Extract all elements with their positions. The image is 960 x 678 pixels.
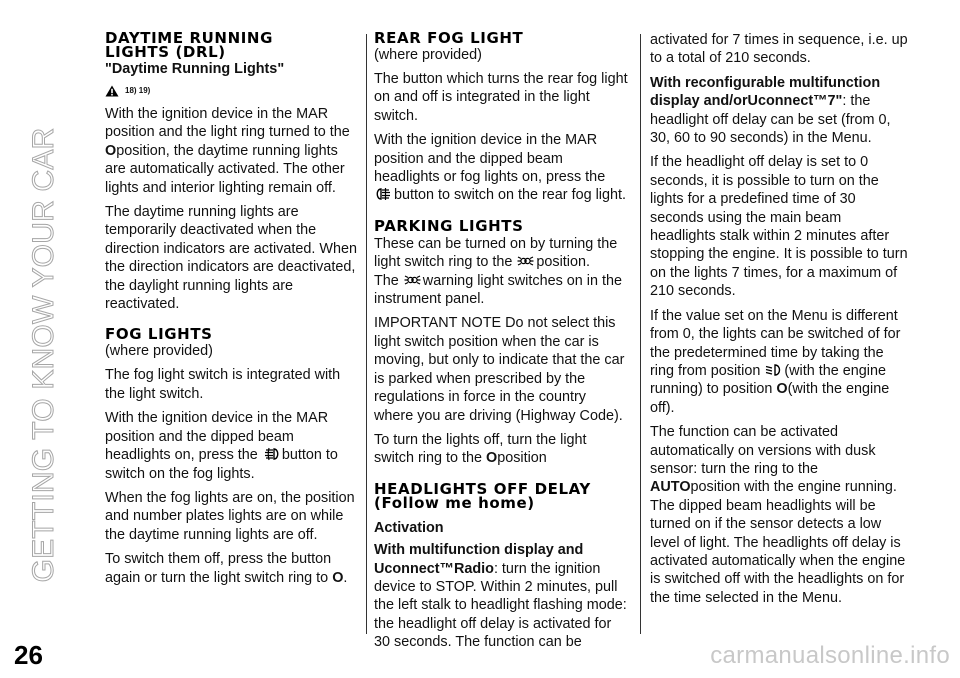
parking-lights-icon <box>517 254 534 268</box>
warning-refs: 18) 19) <box>125 85 151 95</box>
fog-paragraph-1: The fog light switch is integrated with the light switch. <box>105 367 341 402</box>
column-3 <box>650 31 910 607</box>
dipped-beam-icon <box>765 363 782 377</box>
follow-me-home-heading <box>374 479 628 512</box>
parking-paragraph-4: To turn the lights off, turn the light switch ring to the Oposition <box>374 431 587 467</box>
rear-fog-subtitle: (where provided) <box>374 47 482 63</box>
fog-heading: FOG LIGHTS <box>105 325 213 344</box>
watermark: carmanualsonline.info <box>710 642 950 669</box>
activation-label: Activation <box>374 519 444 536</box>
column-1 <box>105 31 357 587</box>
column3-paragraph-5: The function can be activated automatically on versions with dusk sensor: turn the ring to the AUTOposition with the engine running. The dipped beam headlights will be turned on if the sensor detects a low level of light. The headlights off delay is activated automatically when the engine is switched off with the headlights on for the time selected in the Menu. <box>650 424 906 606</box>
section-side-tab: GETTING TO KNOW YOUR CAR <box>27 127 60 583</box>
fog-paragraph-3: When the fog lights are on, the position and number plates lights are on while the daytime running lights are off. <box>105 489 355 543</box>
parking-paragraph-2: The warning light switches on in the instrument panel. <box>374 272 622 308</box>
drl-heading-line2: LIGHTS (DRL) <box>105 43 226 61</box>
column3-paragraph-4: If the value set on the Menu is different from 0, the lights can be switched of for the predetermined time by taking the ring from position (with the engine running) to position O(with the engine off). <box>650 307 901 416</box>
column-2 <box>374 31 628 652</box>
follow-me-home-paragraph-1: With multifunction display and Uconnect™Radio: turn the ignition device to STOP. Within 2 minutes, pull the left stalk to headlight flashing mode: the headlight off delay is activated for 30 seconds. The function can be <box>374 542 627 651</box>
drl-heading-line1: DAYTIME RUNNING <box>105 29 273 47</box>
parking-paragraph-1: These can be turned on by turning the light switch ring to the position. <box>374 235 618 271</box>
follow-me-home-heading-line1: HEADLIGHTS OFF DELAY <box>374 479 591 498</box>
warning-reference <box>105 83 357 99</box>
warning-triangle-icon <box>105 85 119 97</box>
rear-fog-paragraph-1: The button which turns the rear fog light on and off is integrated in the light switch. <box>374 71 628 124</box>
fog-paragraph-4: To switch them off, press the button again or turn the light switch ring to O. <box>105 551 348 586</box>
page-number: 26 <box>14 640 43 670</box>
rear-fog-heading: REAR FOG LIGHT <box>374 29 524 47</box>
column3-paragraph-2: With reconfigurable multifunction display and/orUconnect™7": the headlight off delay can be set (from 0, 30, 60 to 90 seconds) in the Menu. <box>650 74 891 147</box>
follow-me-home-heading-line2: (Follow me home) <box>374 493 535 512</box>
fog-subtitle: (where provided) <box>105 343 213 360</box>
column3-paragraph-3: If the headlight off delay is set to 0 seconds, it is possible to turn on the lights for a predefined time of 30 seconds using the main beam headlights stalk within 2 minutes after stopping the engine. It is possible to turn on the lights 7 times, for a maximum of 210 seconds. <box>650 154 908 300</box>
front-fog-light-icon <box>263 447 280 461</box>
fog-paragraph-2: With the ignition device in the MAR position and the dipped beam headlights on, press the button to switch on the fog lights. <box>105 410 338 482</box>
rear-fog-paragraph-2: With the ignition device in the MAR position and the dipped beam headlights or fog lights on, press the button to switch on the rear fog light. <box>374 132 626 204</box>
rear-fog-light-icon <box>375 187 392 201</box>
drl-subtitle: "Daytime Running Lights" <box>105 61 285 77</box>
parking-paragraph-3: IMPORTANT NOTE Do not select this light switch position when the car is moving, but only to indicate that the car is parked when prescribed by the regulations in force in the country where you are driving (Highway Code). <box>374 315 625 424</box>
column-divider <box>366 34 367 634</box>
drl-heading <box>105 31 357 59</box>
parking-heading: PARKING LIGHTS <box>374 216 524 235</box>
column3-paragraph-1: activated for 7 times in sequence, i.e. up to a total of 210 seconds. <box>650 32 908 67</box>
column-divider <box>640 34 641 634</box>
drl-paragraph-2: The daytime running lights are temporarily deactivated when the direction indicators are activated. When the direction indicators are deactivated, the daylight running lights are reactivated. <box>105 204 357 313</box>
parking-lights-warning-icon <box>404 273 421 287</box>
drl-paragraph-1: With the ignition device in the MAR position and the light ring turned to the Oposition, the daytime running lights are automatically activated. The other lights and interior lighting remain off. <box>105 106 350 196</box>
